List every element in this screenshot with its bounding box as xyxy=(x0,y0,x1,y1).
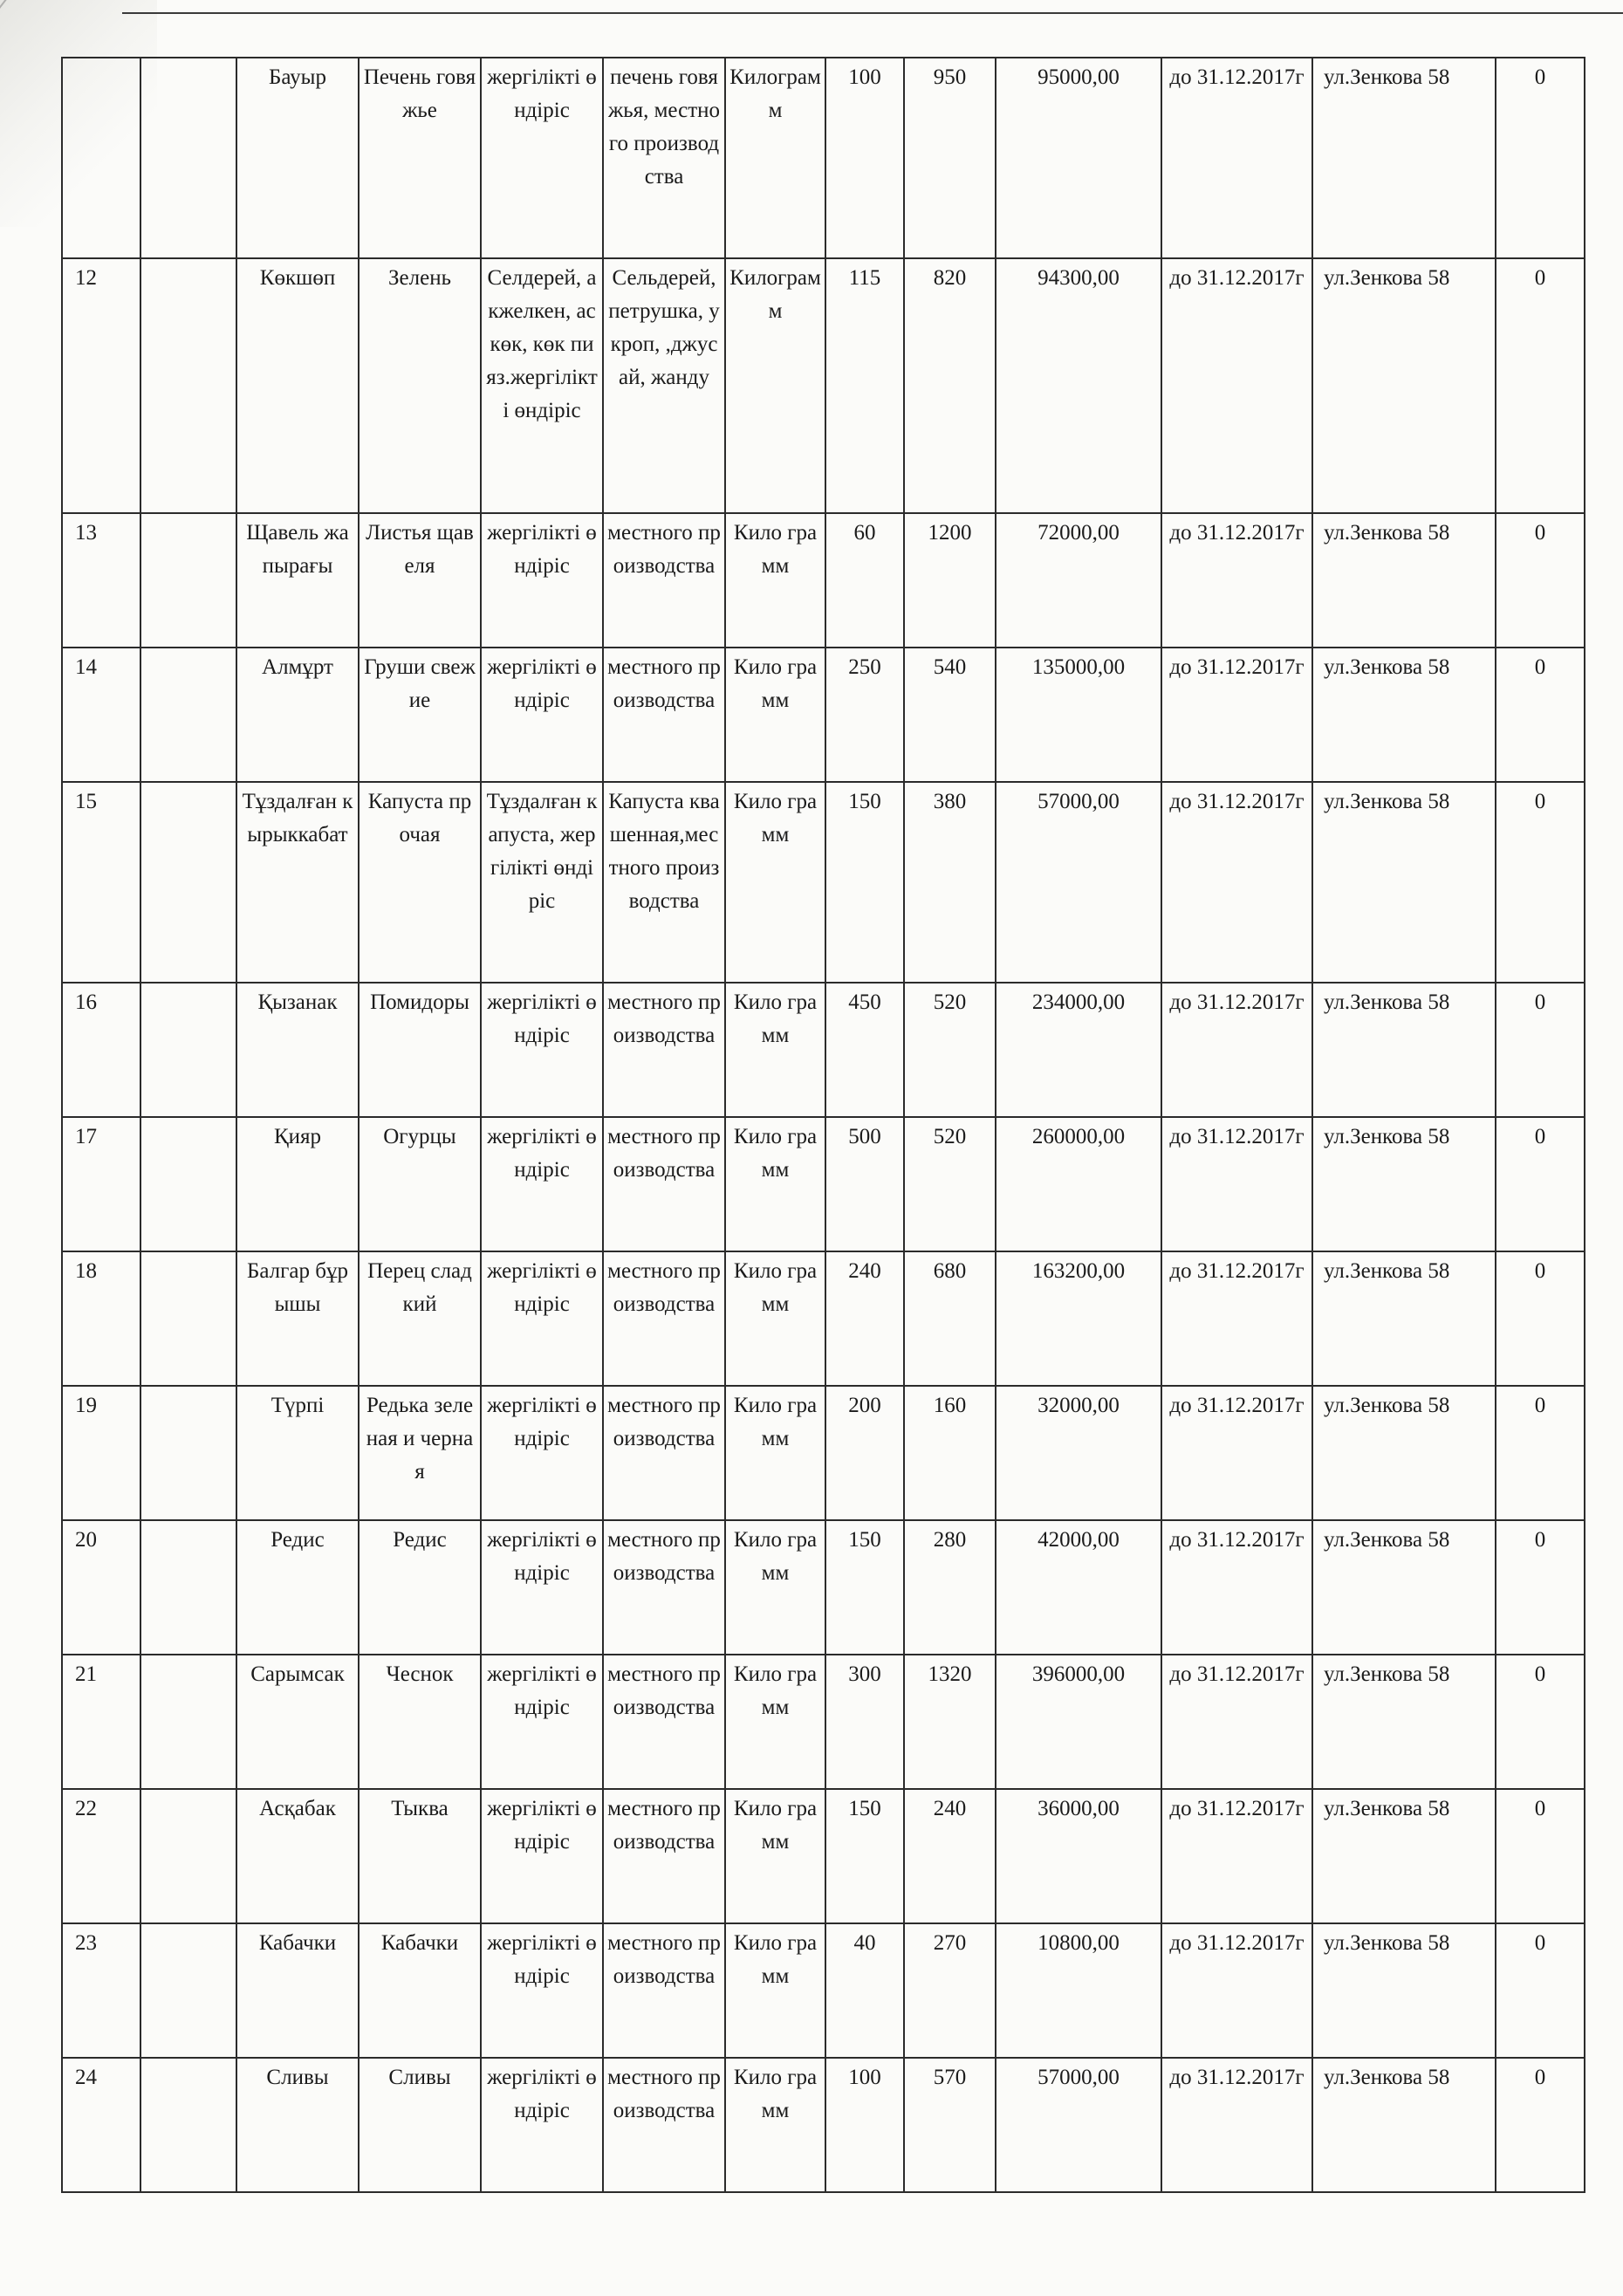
name-ru-cell: Печень говяжье xyxy=(359,58,481,258)
row-number: 15 xyxy=(62,782,140,983)
sum-cell: 234000,00 xyxy=(996,983,1161,1117)
table-row xyxy=(62,1923,1585,2058)
advance-cell: 0 xyxy=(1496,1655,1585,1789)
unit-cell: Кило грамм xyxy=(725,983,825,1117)
sum-cell: 260000,00 xyxy=(996,1117,1161,1251)
empty-cell xyxy=(140,1386,236,1520)
name-kz-cell: Тұздалған кырыккабат xyxy=(236,782,359,983)
quantity-cell: 40 xyxy=(825,1923,904,2058)
delivery-term-cell: до 31.12.2017г xyxy=(1161,1520,1312,1655)
sum-cell: 135000,00 xyxy=(996,648,1161,782)
empty-cell xyxy=(140,983,236,1117)
name-kz-cell: Редис xyxy=(236,1520,359,1655)
row-number: 12 xyxy=(62,258,140,513)
table-row xyxy=(62,648,1585,782)
advance-cell: 0 xyxy=(1496,648,1585,782)
advance-cell: 0 xyxy=(1496,258,1585,513)
name-kz-cell: Түрпі xyxy=(236,1386,359,1520)
spec-ru-cell: местного производства xyxy=(603,1789,725,1923)
row-number: 13 xyxy=(62,513,140,648)
advance-cell: 0 xyxy=(1496,513,1585,648)
spec-kz-cell: жергілікті өндіріс xyxy=(481,648,603,782)
row-number: 18 xyxy=(62,1251,140,1386)
sum-cell: 36000,00 xyxy=(996,1789,1161,1923)
quantity-cell: 150 xyxy=(825,1520,904,1655)
price-cell: 240 xyxy=(904,1789,996,1923)
unit-cell: Кило грамм xyxy=(725,648,825,782)
address-cell: ул.Зенкова 58 xyxy=(1312,1251,1496,1386)
price-cell: 160 xyxy=(904,1386,996,1520)
spec-ru-cell: местного производства xyxy=(603,983,725,1117)
price-cell: 280 xyxy=(904,1520,996,1655)
spec-kz-cell: жергілікті өндіріс xyxy=(481,58,603,258)
empty-cell xyxy=(140,648,236,782)
unit-cell: Килограмм xyxy=(725,58,825,258)
spec-kz-cell: жергілікті өндіріс xyxy=(481,1789,603,1923)
sum-cell: 72000,00 xyxy=(996,513,1161,648)
spec-ru-cell: Сельдерей, петрушка, укроп, ,джусай, жанду xyxy=(603,258,725,513)
unit-cell: Кило грамм xyxy=(725,1251,825,1386)
address-cell: ул.Зенкова 58 xyxy=(1312,1117,1496,1251)
table-row xyxy=(62,1655,1585,1789)
delivery-term-cell: до 31.12.2017г xyxy=(1161,1655,1312,1789)
empty-cell xyxy=(140,782,236,983)
name-ru-cell: Сливы xyxy=(359,2058,481,2192)
unit-cell: Кило грамм xyxy=(725,1117,825,1251)
spec-kz-cell: жергілікті өндіріс xyxy=(481,1386,603,1520)
quantity-cell: 100 xyxy=(825,2058,904,2192)
price-cell: 540 xyxy=(904,648,996,782)
row-number xyxy=(62,58,140,258)
advance-cell: 0 xyxy=(1496,1789,1585,1923)
name-kz-cell: Сливы xyxy=(236,2058,359,2192)
name-kz-cell: Асқабак xyxy=(236,1789,359,1923)
unit-cell: Кило грамм xyxy=(725,2058,825,2192)
delivery-term-cell: до 31.12.2017г xyxy=(1161,1117,1312,1251)
delivery-term-cell: до 31.12.2017г xyxy=(1161,1251,1312,1386)
price-cell: 520 xyxy=(904,983,996,1117)
advance-cell: 0 xyxy=(1496,1117,1585,1251)
spec-kz-cell: жергілікті өндіріс xyxy=(481,983,603,1117)
advance-cell: 0 xyxy=(1496,1520,1585,1655)
address-cell: ул.Зенкова 58 xyxy=(1312,1923,1496,2058)
address-cell: ул.Зенкова 58 xyxy=(1312,1789,1496,1923)
sum-cell: 42000,00 xyxy=(996,1520,1161,1655)
address-cell: ул.Зенкова 58 xyxy=(1312,258,1496,513)
advance-cell: 0 xyxy=(1496,1923,1585,2058)
price-cell: 680 xyxy=(904,1251,996,1386)
quantity-cell: 150 xyxy=(825,782,904,983)
spec-ru-cell: местного производства xyxy=(603,1923,725,2058)
quantity-cell: 500 xyxy=(825,1117,904,1251)
spec-kz-cell: жергілікті өндіріс xyxy=(481,1117,603,1251)
quantity-cell: 150 xyxy=(825,1789,904,1923)
empty-cell xyxy=(140,513,236,648)
row-number: 24 xyxy=(62,2058,140,2192)
address-cell: ул.Зенкова 58 xyxy=(1312,1520,1496,1655)
procurement-table xyxy=(61,57,1585,2193)
delivery-term-cell: до 31.12.2017г xyxy=(1161,983,1312,1117)
unit-cell: Кило грамм xyxy=(725,782,825,983)
name-ru-cell: Редька зеленая и черная xyxy=(359,1386,481,1520)
price-cell: 950 xyxy=(904,58,996,258)
name-ru-cell: Кабачки xyxy=(359,1923,481,2058)
unit-cell: Кило грамм xyxy=(725,1923,825,2058)
name-ru-cell: Листья щавеля xyxy=(359,513,481,648)
price-cell: 1320 xyxy=(904,1655,996,1789)
empty-cell xyxy=(140,1117,236,1251)
spec-kz-cell: жергілікті өндіріс xyxy=(481,1251,603,1386)
spec-ru-cell: местного производства xyxy=(603,1520,725,1655)
sum-cell: 32000,00 xyxy=(996,1386,1161,1520)
advance-cell: 0 xyxy=(1496,58,1585,258)
quantity-cell: 115 xyxy=(825,258,904,513)
advance-cell: 0 xyxy=(1496,1251,1585,1386)
unit-cell: Килограмм xyxy=(725,258,825,513)
quantity-cell: 240 xyxy=(825,1251,904,1386)
sum-cell: 95000,00 xyxy=(996,58,1161,258)
row-number: 19 xyxy=(62,1386,140,1520)
spec-ru-cell: Капуста квашенная,местного производства xyxy=(603,782,725,983)
price-cell: 270 xyxy=(904,1923,996,2058)
empty-cell xyxy=(140,58,236,258)
delivery-term-cell: до 31.12.2017г xyxy=(1161,1923,1312,2058)
address-cell: ул.Зенкова 58 xyxy=(1312,1386,1496,1520)
table-row xyxy=(62,1789,1585,1923)
row-number: 21 xyxy=(62,1655,140,1789)
name-ru-cell: Помидоры xyxy=(359,983,481,1117)
row-number: 17 xyxy=(62,1117,140,1251)
name-kz-cell: Қызанак xyxy=(236,983,359,1117)
name-kz-cell: Щавель жапырағы xyxy=(236,513,359,648)
delivery-term-cell: до 31.12.2017г xyxy=(1161,2058,1312,2192)
empty-cell xyxy=(140,1923,236,2058)
name-kz-cell: Алмұрт xyxy=(236,648,359,782)
name-ru-cell: Тыква xyxy=(359,1789,481,1923)
name-ru-cell: Чеснок xyxy=(359,1655,481,1789)
empty-cell xyxy=(140,2058,236,2192)
price-cell: 820 xyxy=(904,258,996,513)
quantity-cell: 100 xyxy=(825,58,904,258)
delivery-term-cell: до 31.12.2017г xyxy=(1161,782,1312,983)
spec-ru-cell: местного производства xyxy=(603,513,725,648)
delivery-term-cell: до 31.12.2017г xyxy=(1161,58,1312,258)
row-number: 14 xyxy=(62,648,140,782)
spec-ru-cell: местного производства xyxy=(603,1655,725,1789)
table-row xyxy=(62,2058,1585,2192)
name-ru-cell: Зелень xyxy=(359,258,481,513)
table-row xyxy=(62,513,1585,648)
advance-cell: 0 xyxy=(1496,1386,1585,1520)
quantity-cell: 300 xyxy=(825,1655,904,1789)
table-row xyxy=(62,258,1585,513)
unit-cell: Кило грамм xyxy=(725,1789,825,1923)
empty-cell xyxy=(140,1789,236,1923)
address-cell: ул.Зенкова 58 xyxy=(1312,513,1496,648)
sum-cell: 57000,00 xyxy=(996,782,1161,983)
spec-kz-cell: жергілікті өндіріс xyxy=(481,1520,603,1655)
name-kz-cell: Бауыр xyxy=(236,58,359,258)
address-cell: ул.Зенкова 58 xyxy=(1312,782,1496,983)
name-ru-cell: Редис xyxy=(359,1520,481,1655)
spec-ru-cell: печень говяжья, местного производства xyxy=(603,58,725,258)
quantity-cell: 450 xyxy=(825,983,904,1117)
spec-ru-cell: местного производства xyxy=(603,2058,725,2192)
spec-kz-cell: жергілікті өндіріс xyxy=(481,513,603,648)
sum-cell: 10800,00 xyxy=(996,1923,1161,2058)
name-ru-cell: Капуста прочая xyxy=(359,782,481,983)
name-ru-cell: Огурцы xyxy=(359,1117,481,1251)
sum-cell: 163200,00 xyxy=(996,1251,1161,1386)
delivery-term-cell: до 31.12.2017г xyxy=(1161,648,1312,782)
price-cell: 570 xyxy=(904,2058,996,2192)
price-cell: 1200 xyxy=(904,513,996,648)
name-kz-cell: Сарымсак xyxy=(236,1655,359,1789)
price-cell: 380 xyxy=(904,782,996,983)
name-kz-cell: Көкшөп xyxy=(236,258,359,513)
table-row xyxy=(62,1117,1585,1251)
address-cell: ул.Зенкова 58 xyxy=(1312,983,1496,1117)
delivery-term-cell: до 31.12.2017г xyxy=(1161,258,1312,513)
unit-cell: Кило грамм xyxy=(725,1520,825,1655)
name-kz-cell: Балгар бұрышы xyxy=(236,1251,359,1386)
address-cell: ул.Зенкова 58 xyxy=(1312,648,1496,782)
spec-kz-cell: жергілікті өндіріс xyxy=(481,2058,603,2192)
delivery-term-cell: до 31.12.2017г xyxy=(1161,513,1312,648)
spec-ru-cell: местного производства xyxy=(603,1251,725,1386)
empty-cell xyxy=(140,1251,236,1386)
table-row xyxy=(62,1520,1585,1655)
unit-cell: Кило грамм xyxy=(725,1655,825,1789)
table-row xyxy=(62,782,1585,983)
page-fold-crease xyxy=(0,0,110,19)
spec-kz-cell: жергілікті өндіріс xyxy=(481,1655,603,1789)
spec-ru-cell: местного производства xyxy=(603,648,725,782)
address-cell: ул.Зенкова 58 xyxy=(1312,2058,1496,2192)
row-number: 16 xyxy=(62,983,140,1117)
delivery-term-cell: до 31.12.2017г xyxy=(1161,1386,1312,1520)
unit-cell: Кило грамм xyxy=(725,513,825,648)
spec-ru-cell: местного производства xyxy=(603,1386,725,1520)
row-number: 23 xyxy=(62,1923,140,2058)
page-top-edge xyxy=(122,12,1623,14)
name-kz-cell: Кабачки xyxy=(236,1923,359,2058)
address-cell: ул.Зенкова 58 xyxy=(1312,1655,1496,1789)
delivery-term-cell: до 31.12.2017г xyxy=(1161,1789,1312,1923)
name-ru-cell: Груши свежие xyxy=(359,648,481,782)
row-number: 20 xyxy=(62,1520,140,1655)
price-cell: 520 xyxy=(904,1117,996,1251)
table-row xyxy=(62,1386,1585,1520)
empty-cell xyxy=(140,258,236,513)
table-row xyxy=(62,58,1585,258)
quantity-cell: 60 xyxy=(825,513,904,648)
spec-kz-cell: жергілікті өндіріс xyxy=(481,1923,603,2058)
advance-cell: 0 xyxy=(1496,782,1585,983)
name-ru-cell: Перец сладкий xyxy=(359,1251,481,1386)
table-row xyxy=(62,1251,1585,1386)
spec-kz-cell: Тұздалған капуста, жергілікті өндіріс xyxy=(481,782,603,983)
empty-cell xyxy=(140,1520,236,1655)
spec-ru-cell: местного производства xyxy=(603,1117,725,1251)
row-number: 22 xyxy=(62,1789,140,1923)
table-row xyxy=(62,983,1585,1117)
advance-cell: 0 xyxy=(1496,2058,1585,2192)
quantity-cell: 250 xyxy=(825,648,904,782)
unit-cell: Кило грамм xyxy=(725,1386,825,1520)
sum-cell: 396000,00 xyxy=(996,1655,1161,1789)
quantity-cell: 200 xyxy=(825,1386,904,1520)
name-kz-cell: Қияр xyxy=(236,1117,359,1251)
table-body xyxy=(62,58,1585,2192)
spec-kz-cell: Селдерей, акжелкен, аскөк, көк пияз.жергілікті өндіріс xyxy=(481,258,603,513)
address-cell: ул.Зенкова 58 xyxy=(1312,58,1496,258)
sum-cell: 57000,00 xyxy=(996,2058,1161,2192)
empty-cell xyxy=(140,1655,236,1789)
sum-cell: 94300,00 xyxy=(996,258,1161,513)
advance-cell: 0 xyxy=(1496,983,1585,1117)
